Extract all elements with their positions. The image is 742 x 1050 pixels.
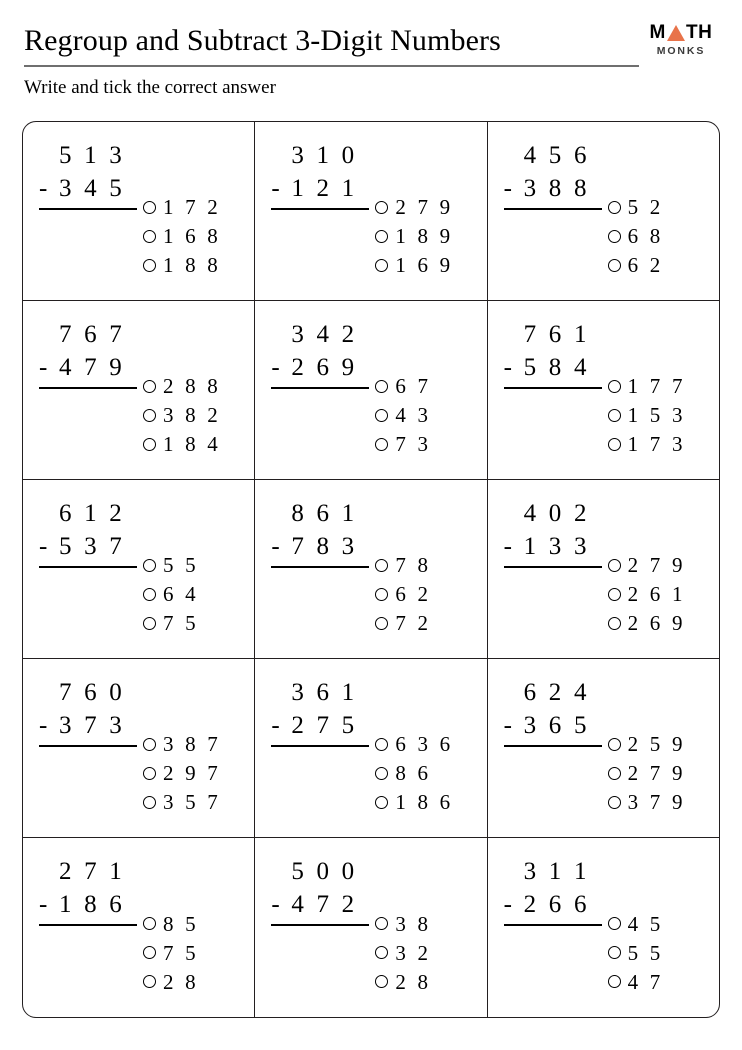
- answer-option-label: 3 7 9: [627, 790, 686, 814]
- problem-cell: [255, 838, 487, 1017]
- radio-circle-icon[interactable]: [608, 259, 621, 272]
- answer-option[interactable]: [375, 372, 431, 401]
- radio-circle-icon[interactable]: [608, 917, 621, 930]
- answer-rule: [39, 924, 137, 926]
- vertical-subtraction: [271, 497, 369, 568]
- radio-circle-icon[interactable]: [608, 767, 621, 780]
- radio-circle-icon[interactable]: [375, 588, 388, 601]
- radio-circle-icon[interactable]: [608, 975, 621, 988]
- subtraction-problem: [271, 855, 431, 996]
- radio-circle-icon[interactable]: [143, 230, 156, 243]
- answer-option[interactable]: [375, 788, 453, 817]
- vertical-subtraction: [271, 676, 369, 747]
- subtraction-problem: [39, 676, 221, 817]
- subtrahend-line: [504, 530, 602, 563]
- answer-option[interactable]: [143, 938, 199, 967]
- answer-option[interactable]: [143, 251, 221, 280]
- answer-option[interactable]: [608, 580, 686, 609]
- answer-option-label: 4 7: [627, 969, 664, 994]
- subtrahend-line: [39, 709, 137, 742]
- answer-rule: [39, 208, 137, 210]
- subtraction-problem: [504, 318, 686, 459]
- answer-rule: [504, 924, 602, 926]
- vertical-subtraction: [39, 497, 137, 568]
- radio-circle-icon[interactable]: [143, 738, 156, 751]
- subtrahend: 7 8 3: [291, 532, 358, 560]
- subtrahend: 1 8 6: [59, 891, 125, 918]
- problem-row: [23, 480, 719, 659]
- minus-sign: -: [503, 174, 516, 202]
- radio-circle-icon[interactable]: [143, 796, 156, 809]
- radio-circle-icon[interactable]: [375, 617, 388, 630]
- minus-sign: -: [503, 711, 516, 739]
- answer-option[interactable]: [143, 909, 199, 938]
- radio-circle-icon[interactable]: [375, 796, 388, 809]
- answer-rule: [271, 566, 369, 568]
- logo-wordmark: [638, 22, 724, 42]
- answer-option[interactable]: [375, 580, 431, 609]
- radio-circle-icon[interactable]: [608, 559, 621, 572]
- answer-option[interactable]: [608, 788, 686, 817]
- logo-letter-m: M: [649, 21, 666, 43]
- page-title: Regroup and Subtract 3-Digit Numbers: [24, 24, 501, 57]
- subtrahend: 1 3 3: [523, 532, 590, 560]
- subtrahend: 2 6 9: [291, 353, 358, 381]
- minuend: 6 2 4: [523, 678, 590, 706]
- minus-sign: -: [503, 353, 516, 381]
- minuend: 3 4 2: [291, 320, 358, 348]
- answer-option[interactable]: [608, 430, 686, 459]
- answer-option-label: 3 8 7: [163, 732, 221, 756]
- answer-options: [143, 497, 199, 638]
- answer-option[interactable]: [375, 193, 453, 222]
- vertical-subtraction: [504, 676, 602, 747]
- answer-option-label: 3 8 2: [163, 403, 221, 427]
- answer-option-label: 1 7 7: [627, 374, 686, 398]
- minus-sign: -: [39, 174, 51, 202]
- vertical-subtraction: [39, 318, 137, 389]
- answer-rule: [271, 387, 369, 389]
- subtraction-problem: [39, 855, 199, 996]
- answer-option[interactable]: [608, 759, 686, 788]
- title-underline: [24, 65, 639, 67]
- radio-circle-icon[interactable]: [143, 409, 156, 422]
- minus-sign: -: [39, 891, 51, 918]
- subtraction-problem: [504, 676, 686, 817]
- subtrahend-line: [504, 172, 602, 205]
- subtrahend: 2 6 6: [523, 891, 590, 918]
- answer-option[interactable]: [143, 609, 199, 638]
- answer-option[interactable]: [608, 251, 664, 280]
- problem-row: [23, 122, 719, 301]
- problem-cell: [255, 301, 487, 479]
- answer-option-label: 5 2: [627, 195, 664, 219]
- radio-circle-icon[interactable]: [143, 201, 156, 214]
- answer-option[interactable]: [375, 401, 431, 430]
- radio-circle-icon[interactable]: [375, 201, 388, 214]
- answer-option[interactable]: [375, 730, 453, 759]
- radio-circle-icon[interactable]: [143, 559, 156, 572]
- vertical-subtraction: [504, 855, 602, 926]
- subtraction-problem: [504, 497, 686, 638]
- answer-option-label: 6 7: [395, 374, 432, 398]
- answer-option-label: 2 8 8: [163, 374, 221, 398]
- answer-rule: [39, 387, 137, 389]
- subtrahend: 3 7 3: [59, 711, 125, 739]
- minus-sign: -: [503, 532, 516, 560]
- answer-option[interactable]: [143, 967, 199, 996]
- answer-option-label: 1 8 4: [163, 432, 221, 456]
- answer-option-label: 8 5: [163, 911, 199, 936]
- worksheet-grid: [22, 121, 720, 1018]
- problem-cell: [488, 659, 719, 837]
- radio-circle-icon[interactable]: [143, 380, 156, 393]
- answer-option[interactable]: [375, 909, 431, 938]
- problem-cell: [255, 122, 487, 300]
- answer-rule: [504, 208, 602, 210]
- radio-circle-icon[interactable]: [608, 946, 621, 959]
- answer-option[interactable]: [608, 909, 664, 938]
- answer-option[interactable]: [143, 580, 199, 609]
- math-monks-logo: [638, 22, 724, 57]
- answer-option[interactable]: [143, 401, 221, 430]
- answer-option[interactable]: [143, 759, 221, 788]
- vertical-subtraction: [504, 139, 602, 210]
- answer-option-label: 1 7 3: [627, 432, 686, 456]
- vertical-subtraction: [271, 318, 369, 389]
- radio-circle-icon[interactable]: [375, 946, 388, 959]
- answer-options: [143, 318, 221, 459]
- radio-circle-icon[interactable]: [143, 767, 156, 780]
- answer-options: [143, 139, 221, 280]
- subtraction-problem: [504, 855, 664, 996]
- answer-option-label: 7 5: [163, 611, 199, 635]
- answer-option-label: 4 5: [627, 911, 664, 936]
- minuend: 2 7 1: [59, 858, 125, 885]
- subtrahend: 3 4 5: [59, 174, 125, 202]
- subtraction-problem: [504, 139, 664, 280]
- radio-circle-icon[interactable]: [608, 588, 621, 601]
- subtrahend-line: [271, 888, 369, 921]
- answer-option-label: 7 3: [395, 432, 432, 456]
- answer-option[interactable]: [608, 193, 664, 222]
- vertical-subtraction: [39, 676, 137, 747]
- answer-options: [375, 318, 431, 459]
- answer-options: [375, 139, 453, 280]
- radio-circle-icon[interactable]: [608, 617, 621, 630]
- answer-option-label: 7 5: [163, 940, 199, 965]
- answer-option-label: 2 5 9: [627, 732, 686, 756]
- problem-row: [23, 838, 719, 1017]
- minuend: 7 6 0: [59, 678, 125, 706]
- answer-option-label: 2 6 1: [627, 582, 686, 606]
- answer-option-label: 1 7 2: [163, 195, 221, 219]
- problem-row: [23, 659, 719, 838]
- radio-circle-icon[interactable]: [608, 201, 621, 214]
- radio-circle-icon[interactable]: [375, 438, 388, 451]
- subtrahend: 5 3 7: [59, 532, 125, 560]
- answer-option-label: 1 6 8: [163, 224, 221, 248]
- minuend: 3 6 1: [291, 678, 358, 706]
- answer-rule: [271, 745, 369, 747]
- logo-subtext: MONKS: [656, 45, 706, 57]
- radio-circle-icon[interactable]: [375, 409, 388, 422]
- page-header: [0, 0, 742, 98]
- minuend: 3 1 1: [523, 858, 590, 885]
- radio-circle-icon[interactable]: [608, 230, 621, 243]
- subtrahend: 3 6 5: [523, 711, 590, 739]
- radio-circle-icon[interactable]: [143, 975, 156, 988]
- problem-cell: [23, 659, 255, 837]
- answer-option[interactable]: [375, 609, 431, 638]
- problem-cell: [255, 659, 487, 837]
- logo-letters-th: TH: [685, 21, 713, 43]
- radio-circle-icon[interactable]: [608, 438, 621, 451]
- answer-rule: [39, 566, 137, 568]
- problem-cell: [488, 122, 719, 300]
- subtrahend-line: [39, 351, 137, 384]
- answer-option-label: 5 5: [627, 940, 664, 965]
- answer-option-label: 3 5 7: [163, 790, 221, 814]
- answer-option[interactable]: [375, 967, 431, 996]
- radio-circle-icon[interactable]: [608, 380, 621, 393]
- answer-option-label: 2 8: [163, 969, 199, 994]
- answer-option-label: 1 8 8: [163, 253, 221, 277]
- answer-option-label: 7 8: [395, 553, 432, 577]
- subtrahend-line: [504, 351, 602, 384]
- answer-options: [608, 676, 686, 817]
- subtraction-problem: [271, 497, 431, 638]
- subtrahend-line: [504, 888, 602, 921]
- answer-option-label: 2 7 9: [627, 761, 686, 785]
- problem-cell: [23, 122, 255, 300]
- answer-options: [608, 139, 664, 280]
- vertical-subtraction: [271, 855, 369, 926]
- answer-option[interactable]: [375, 251, 453, 280]
- subtrahend-line: [271, 709, 369, 742]
- subtrahend: 3 8 8: [523, 174, 590, 202]
- radio-circle-icon[interactable]: [375, 230, 388, 243]
- answer-option-label: 2 8: [395, 969, 432, 994]
- minus-sign: -: [39, 532, 51, 560]
- answer-options: [608, 855, 664, 996]
- radio-circle-icon[interactable]: [143, 438, 156, 451]
- minus-sign: -: [271, 174, 283, 202]
- answer-option-label: 1 8 6: [395, 790, 454, 814]
- subtrahend: 4 7 9: [59, 353, 125, 381]
- answer-option-label: 2 9 7: [163, 761, 221, 785]
- radio-circle-icon[interactable]: [608, 796, 621, 809]
- triangle-icon: [667, 25, 685, 41]
- answer-option-label: 2 6 9: [627, 611, 686, 635]
- subtrahend-line: [271, 351, 369, 384]
- answer-option[interactable]: [608, 609, 686, 638]
- minus-sign: -: [503, 891, 516, 918]
- answer-option[interactable]: [608, 967, 664, 996]
- minus-sign: -: [271, 353, 283, 381]
- radio-circle-icon[interactable]: [375, 380, 388, 393]
- answer-options: [375, 855, 431, 996]
- answer-option[interactable]: [143, 222, 221, 251]
- answer-rule: [271, 208, 369, 210]
- subtraction-problem: [271, 139, 453, 280]
- radio-circle-icon[interactable]: [608, 738, 621, 751]
- answer-options: [375, 497, 431, 638]
- minuend: 7 6 7: [59, 320, 125, 348]
- answer-option[interactable]: [608, 730, 686, 759]
- radio-circle-icon[interactable]: [143, 946, 156, 959]
- instruction-text: Write and tick the correct answer: [24, 77, 276, 98]
- radio-circle-icon[interactable]: [375, 767, 388, 780]
- problem-cell: [255, 480, 487, 658]
- minus-sign: -: [271, 532, 283, 560]
- subtrahend: 1 2 1: [291, 174, 358, 202]
- answer-option-label: 1 5 3: [627, 403, 686, 427]
- answer-option-label: 6 2: [395, 582, 432, 606]
- subtrahend-line: [504, 709, 602, 742]
- subtraction-problem: [39, 497, 199, 638]
- answer-option-label: 3 8: [395, 911, 432, 936]
- minuend: 4 0 2: [523, 499, 590, 527]
- vertical-subtraction: [39, 139, 137, 210]
- vertical-subtraction: [504, 318, 602, 389]
- answer-option-label: 1 8 9: [395, 224, 454, 248]
- vertical-subtraction: [39, 855, 137, 926]
- answer-option[interactable]: [608, 938, 664, 967]
- subtrahend-line: [271, 530, 369, 563]
- minus-sign: -: [39, 353, 51, 381]
- radio-circle-icon[interactable]: [608, 409, 621, 422]
- answer-options: [143, 676, 221, 817]
- answer-option[interactable]: [608, 372, 686, 401]
- subtrahend-line: [39, 172, 137, 205]
- answer-option-label: 4 3: [395, 403, 432, 427]
- subtrahend: 4 7 2: [291, 891, 358, 918]
- problem-cell: [23, 480, 255, 658]
- answer-option[interactable]: [375, 759, 453, 788]
- subtraction-problem: [39, 318, 221, 459]
- minuend: 5 0 0: [291, 858, 358, 885]
- problem-cell: [488, 838, 719, 1017]
- radio-circle-icon[interactable]: [143, 617, 156, 630]
- minus-sign: -: [271, 711, 283, 739]
- answer-option-label: 2 7 9: [395, 195, 454, 219]
- minuend: 8 6 1: [291, 499, 358, 527]
- radio-circle-icon[interactable]: [143, 259, 156, 272]
- minus-sign: -: [271, 891, 283, 918]
- minuend: 4 5 6: [523, 141, 590, 169]
- answer-option[interactable]: [143, 193, 221, 222]
- subtrahend: 2 7 5: [291, 711, 358, 739]
- answer-options: [608, 318, 686, 459]
- problem-cell: [23, 301, 255, 479]
- answer-option[interactable]: [375, 551, 431, 580]
- radio-circle-icon[interactable]: [375, 738, 388, 751]
- subtrahend-line: [39, 530, 137, 563]
- answer-option[interactable]: [143, 430, 221, 459]
- answer-option[interactable]: [143, 788, 221, 817]
- answer-option[interactable]: [375, 938, 431, 967]
- answer-option[interactable]: [143, 372, 221, 401]
- answer-options: [143, 855, 199, 996]
- answer-option[interactable]: [608, 551, 686, 580]
- answer-option[interactable]: [375, 222, 453, 251]
- radio-circle-icon[interactable]: [375, 559, 388, 572]
- minuend: 5 1 3: [59, 141, 125, 169]
- subtrahend-line: [39, 888, 137, 921]
- answer-option-label: 6 8: [627, 224, 664, 248]
- answer-option[interactable]: [143, 551, 199, 580]
- vertical-subtraction: [271, 139, 369, 210]
- radio-circle-icon[interactable]: [143, 917, 156, 930]
- answer-option[interactable]: [608, 222, 664, 251]
- radio-circle-icon[interactable]: [375, 975, 388, 988]
- minus-sign: -: [39, 711, 51, 739]
- answer-option-label: 1 6 9: [395, 253, 454, 277]
- subtraction-problem: [271, 318, 431, 459]
- radio-circle-icon[interactable]: [143, 588, 156, 601]
- answer-option-label: 2 7 9: [627, 553, 686, 577]
- answer-rule: [504, 387, 602, 389]
- answer-option-label: 6 3 6: [395, 732, 454, 756]
- answer-option[interactable]: [375, 430, 431, 459]
- minuend: 6 1 2: [59, 499, 125, 527]
- answer-option[interactable]: [608, 401, 686, 430]
- problem-cell: [488, 301, 719, 479]
- problem-row: [23, 301, 719, 480]
- radio-circle-icon[interactable]: [375, 259, 388, 272]
- subtrahend: 5 8 4: [523, 353, 590, 381]
- radio-circle-icon[interactable]: [375, 917, 388, 930]
- answer-rule: [39, 745, 137, 747]
- answer-option-label: 6 4: [163, 582, 199, 606]
- answer-option-label: 5 5: [163, 553, 199, 577]
- answer-option-label: 8 6: [395, 761, 432, 785]
- answer-option[interactable]: [143, 730, 221, 759]
- vertical-subtraction: [504, 497, 602, 568]
- answer-options: [608, 497, 686, 638]
- answer-options: [375, 676, 453, 817]
- answer-option-label: 3 2: [395, 940, 432, 965]
- problem-cell: [23, 838, 255, 1017]
- answer-option-label: 6 2: [627, 253, 664, 277]
- problem-cell: [488, 480, 719, 658]
- subtraction-problem: [271, 676, 453, 817]
- answer-rule: [504, 745, 602, 747]
- minuend: 3 1 0: [291, 141, 358, 169]
- answer-rule: [504, 566, 602, 568]
- answer-option-label: 7 2: [395, 611, 432, 635]
- subtraction-problem: [39, 139, 221, 280]
- subtrahend-line: [271, 172, 369, 205]
- minuend: 7 6 1: [523, 320, 590, 348]
- answer-rule: [271, 924, 369, 926]
